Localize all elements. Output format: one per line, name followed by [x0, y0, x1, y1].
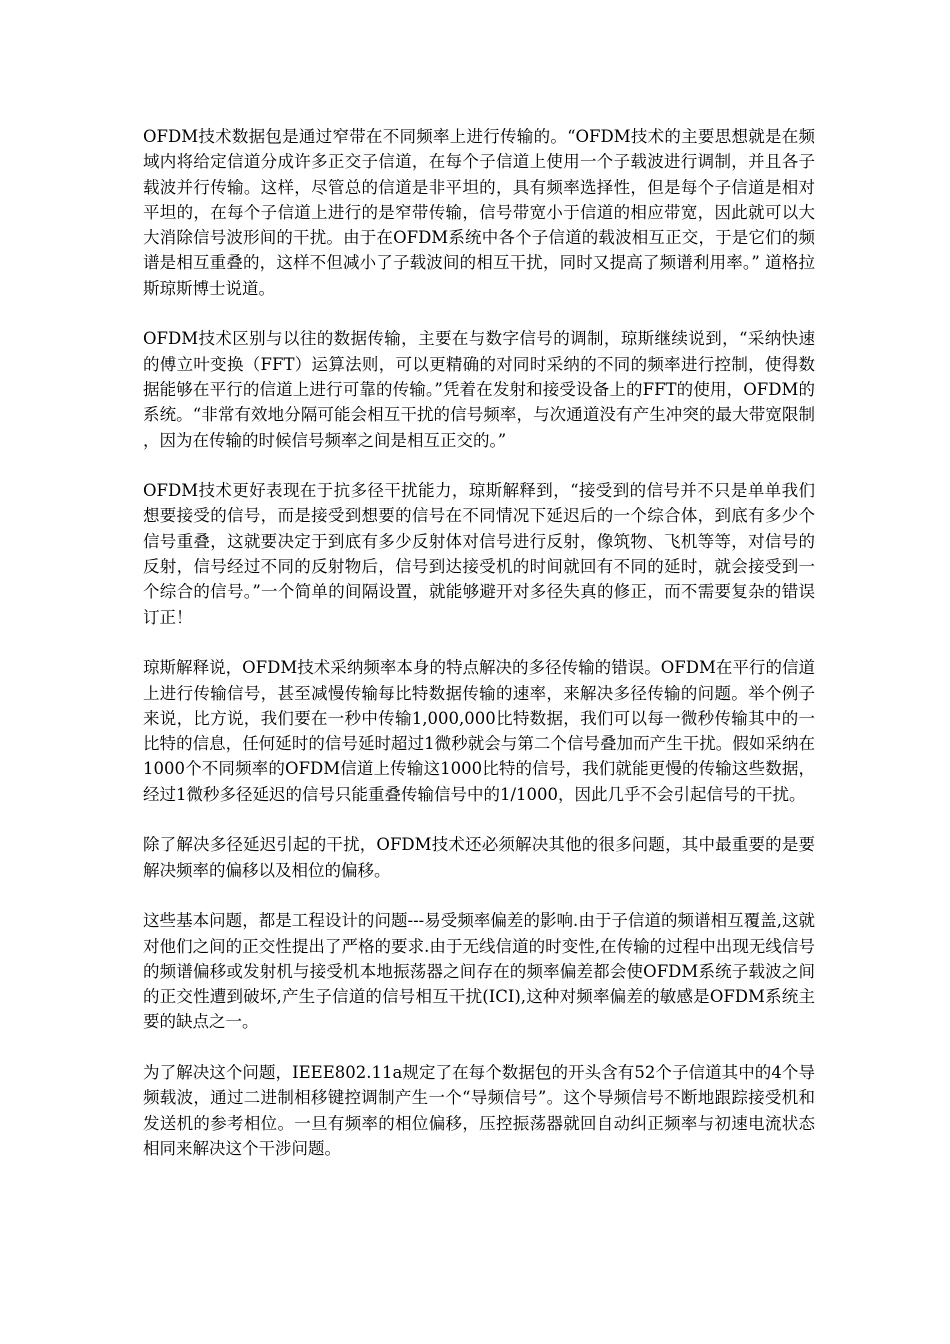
paragraph-ofdm-overview: OFDM技术数据包是通过窄带在不同频率上进行传输的。“OFDM技术的主要思想就是在频域内将给定信道分成许多正交子信道，在每个子信道上使用一个子载波进行调制，并且各子载波并行传输。这样，尽管总的信道是非平坦的，具有频率选择性，但是每个子信道是相对平坦的，在每个子信道上进行的是窄带传输，信号带宽小于信道的相应带宽，因此就可以大大消除信号波形间的干扰。由于在OFDM系统中各个子信道的载波相互正交，于是它们的频谱是相互重叠的，这样不但减小了子载波间的相互干扰，同时又提高了频谱利用率。” 道格拉斯琼斯博士说道。: [143, 127, 815, 298]
paragraph-fft-modulation: OFDM技术区别与以往的数据传输，主要在与数字信号的调制，琼斯继续说到，“采纳快速的傅立叶变换（FFT）运算法则，可以更精确的对同时采纳的不同的频率进行控制，使得数据能够在平行的信道上进行可靠的传输。”凭着在发射和接受设备上的FFT的使用，OFDM的系统。“非常有效地分隔可能会相互干扰的信号频率，与次通道没有产生冲突的最大带宽限制，因为在传输的时候信号频率之间是相互正交的。”: [143, 329, 815, 450]
paragraph-frequency-offset: 这些基本问题，都是工程设计的问题---易受频率偏差的影响.由于子信道的频谱相互覆盖,这就对他们之间的正交性提出了严格的要求.由于无线信道的时变性,在传输的过程中出现无线信号的频谱偏移或发射机与接受机本地振荡器之间存在的频率偏差都会使OFDM系统子载波之间的正交性遭到破坏,产生子信道的信号相互干扰(ICI),这种对频率偏差的敏感是OFDM系统主要的缺点之一。: [143, 911, 815, 1032]
paragraph-multipath-resistance: OFDM技术更好表现在于抗多径干扰能力，琼斯解释到，“接受到的信号并不只是单单我们想要接受的信号，而是接受到想要的信号在不同情况下延迟后的一个综合体，到底有多少个信号重叠，这就要决定于到底有多少反射体对信号进行反射，像筑物、飞机等等，对信号的反射，信号经过不同的反射物后，信号到达接受机的时间就回有不同的延时，就会接受到一个综合的信号。”一个简单的间隔设置，就能够避开对多径失真的修正，而不需要复杂的错误订正！: [143, 481, 815, 627]
paragraph-other-problems: 除了解决多径延迟引起的干扰，OFDM技术还必须解决其他的很多问题，其中最重要的是要解决频率的偏移以及相位的偏移。: [143, 835, 815, 880]
paragraph-pilot-signal: 为了解决这个问题，IEEE802.11a规定了在每个数据包的开头含有52个子信道其中的4个导频载波，通过二进制相移键控调制产生一个“导频信号”。这个导频信号不断地跟踪接受机和发送机的参考相位。一旦有频率的相位偏移，压控振荡器就回自动纠正频率与初速电流状态相同来解决这个干涉问题。: [143, 1062, 815, 1158]
document-body: [143, 124, 815, 1161]
paragraph-multipath-solution: 琼斯解释说，OFDM技术采纳频率本身的特点解决的多径传输的错误。OFDM在平行的信道上进行传输信号，甚至减慢传输每比特数据传输的速率，来解决多径传输的问题。举个例子来说，比方说，我们要在一秒中传输1,000,000比特数据，我们可以每一微秒传输其中的一比特的信息，任何延时的信号延时超过1微秒就会与第二个信号叠加而产生干扰。假如采纳在1000个不同频率的OFDM信道上传输这1000比特的信号，我们就能更慢的传输这些数据，经过1微秒多径延迟的信号只能重叠传输信号中的1/1000，因此几乎不会引起信号的干扰。: [143, 658, 815, 804]
